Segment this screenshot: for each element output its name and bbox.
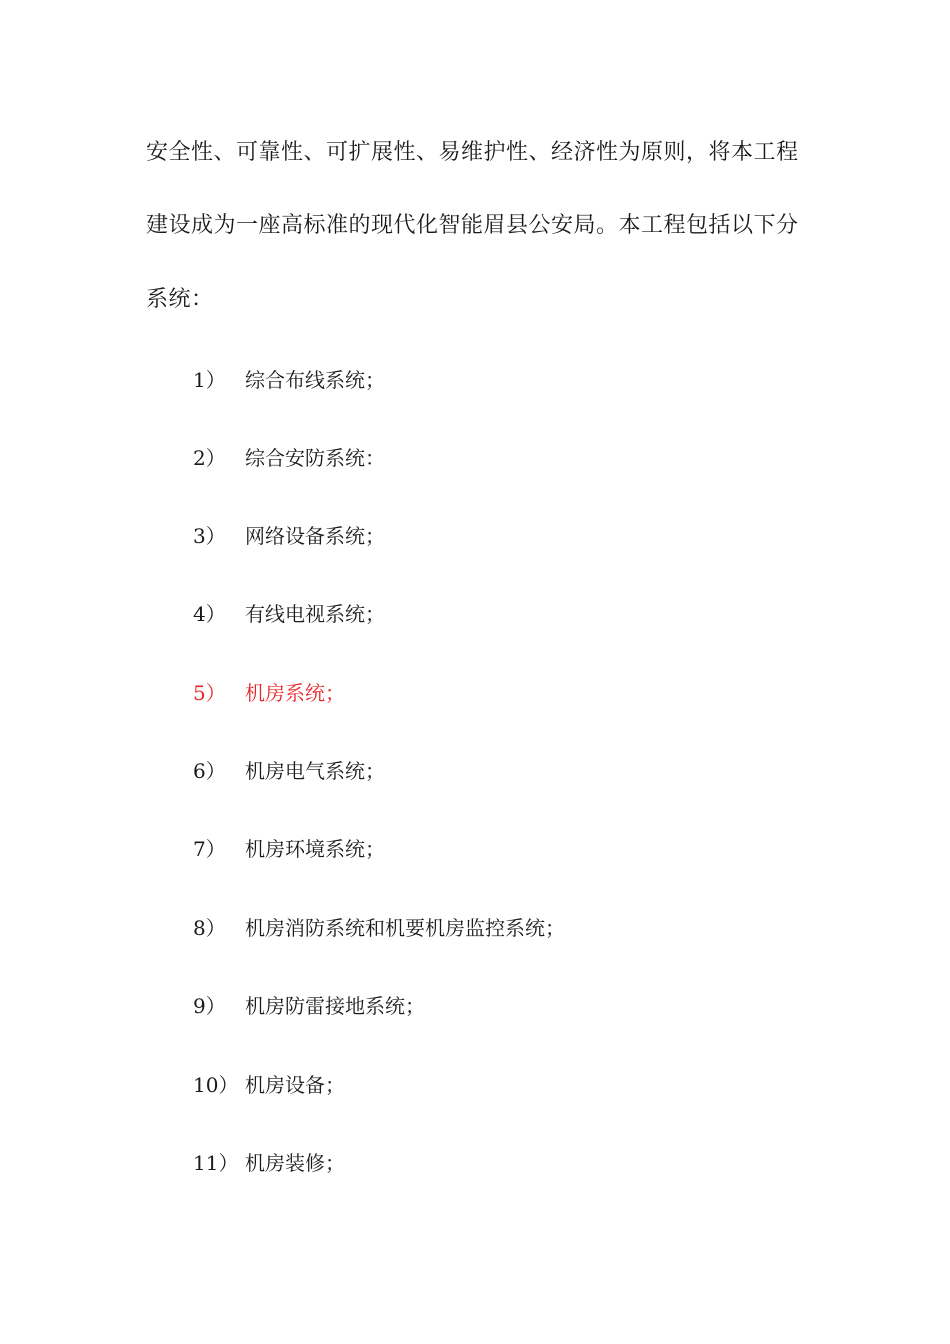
list-item-number: 10） xyxy=(193,1073,239,1097)
list-item-text: 机房装修； xyxy=(245,1151,345,1175)
list-item-text: 机房环境系统； xyxy=(245,837,385,861)
paragraph-line-2: 建设成为一座高标准的现代化智能眉县公安局。本工程包括以下分 xyxy=(146,213,799,238)
list-item-number: 9） xyxy=(193,994,226,1018)
list-item xyxy=(193,1071,345,1099)
list-item-number: 8） xyxy=(193,916,226,940)
list-item xyxy=(193,600,385,628)
list-item-text: 机房消防系统和机要机房监控系统； xyxy=(245,916,565,940)
list-item-number: 4） xyxy=(193,602,226,626)
list-item-number: 1） xyxy=(193,368,226,392)
list-item-text: 机房设备； xyxy=(245,1073,345,1097)
list-item-text: 机房电气系统； xyxy=(245,759,385,783)
list-item-text: 有线电视系统； xyxy=(245,602,385,626)
list-item-text: 综合安防系统： xyxy=(245,446,385,470)
list-item-text: 机房系统； xyxy=(245,681,345,705)
list-item-text: 网络设备系统； xyxy=(245,524,385,548)
paragraph-line-3: 系统： xyxy=(146,287,214,312)
paragraph-line-1: 安全性、可靠性、可扩展性、易维护性、经济性为原则，将本工程 xyxy=(146,140,799,165)
list-item xyxy=(193,522,385,550)
list-item-number: 5） xyxy=(193,681,226,705)
list-item-text: 综合布线系统； xyxy=(245,368,385,392)
list-item xyxy=(193,366,385,394)
list-item xyxy=(193,444,385,472)
list-item-number: 11） xyxy=(193,1151,239,1175)
list-item xyxy=(193,835,385,863)
list-item xyxy=(193,914,565,942)
list-item xyxy=(193,757,385,785)
list-item-highlighted xyxy=(193,679,345,707)
list-item-number: 6） xyxy=(193,759,226,783)
list-item-number: 2） xyxy=(193,446,226,470)
list-item-number: 7） xyxy=(193,837,226,861)
list-item-text: 机房防雷接地系统； xyxy=(245,994,425,1018)
list-item-number: 3） xyxy=(193,524,226,548)
list-item xyxy=(193,1149,345,1177)
list-item xyxy=(193,992,425,1020)
